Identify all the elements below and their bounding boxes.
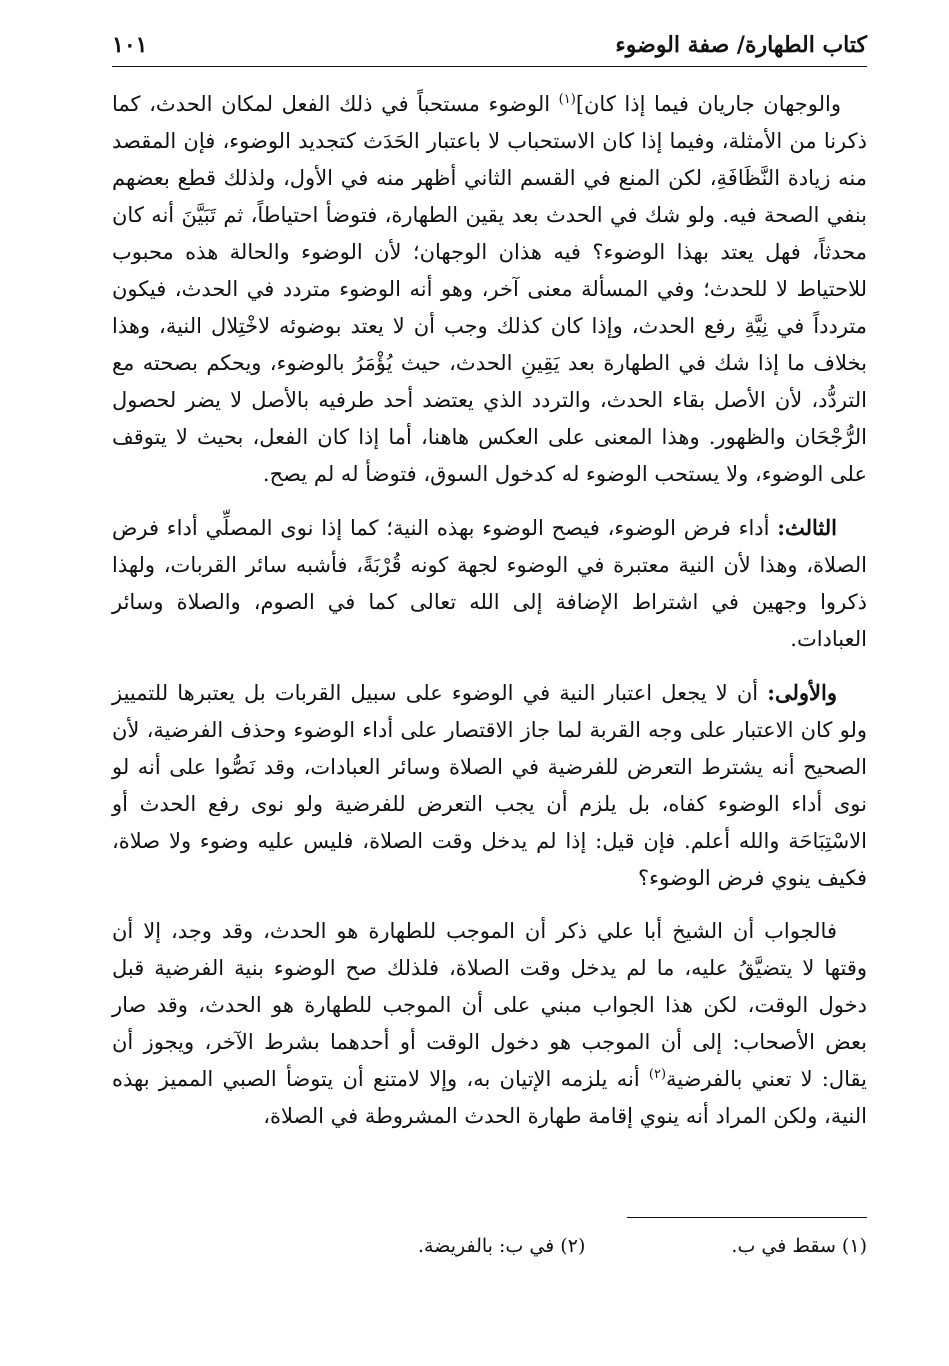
footnotes xyxy=(112,1232,867,1260)
running-header xyxy=(112,22,867,67)
paragraph-2 xyxy=(112,509,867,658)
paragraph-1-text-b: الوضوء مستحباً في ذلك الفعل لمكان الحدث، كما ذكرنا من الأمثلة، وفيما إذا كان الاستحباب لا باعتبار الحَدَث كتجديد الوضوء، فإن المقصد منه زيادة النَّظَافَةِ، لكن المنع في القسم الثاني أظهر منه في الأول، ولذلك قطع بعضهم بنفي الصحة فيه. ولو شك في الحدث بعد يقين الطهارة، فتوضأ احتياطاً، ثم تَبَيَّنَ أنه كان محدثاً، فهل يعتد بهذا الوضوء؟ فيه هذان الوجهان؛ لأن الوضوء والحالة هذه محبوب للاحتياط لا للحدث؛ وفي المسألة معنى آخر، وهو أنه الوضوء متردد في الحدث، فيكون متردداً في نِيَّةِ رفع الحدث، وإذا كان كذلك وجب أن لا يعتد بوضوئه لاخْتِلال النية، وهذا بخلاف ما إذا شك في الطهارة بعد يَقِينِ الحدث، حيث يُؤْمَرُ بالوضوء، ويحكم بصحته مع التردُّد، لأن الأصل بقاء الحدث، والتردد الذي يعتضد أحد طرفيه بالأصل لا يضر لحصول الرُّجْحَان والظهور. وهذا المعنى على العكس هاهنا، أما إذا كان الفعل، بحيث لا يتوقف على الوضوء، ولا يستحب الوضوء له كدخول السوق، فتوضأ له لم يصح. xyxy=(112,92,867,486)
paragraph-4-text-a: فالجواب أن الشيخ أبا علي ذكر أن الموجب للطهارة هو الحدث، وقد وجد، إلا أن وقتها لا يتضيَّقُ عليه، ما لم يدخل وقت الصلاة، فلذلك صح الوضوء بنية الفرضية قبل دخول الوقت، لكن هذا الجواب مبني على أن الموجب للطهارة هو الحدث، وقد صار بعض الأصحاب: إلى أن الموجب هو دخول الوقت أو أحدهما بشرط الآخر، ويجوز أن يقال: لا تعني بالفرضية xyxy=(112,919,867,1091)
header-title: كتاب الطهارة/ صفة الوضوء xyxy=(615,32,867,58)
footnote-divider xyxy=(627,1217,867,1218)
paragraph-4 xyxy=(112,913,867,1135)
paragraph-3-lead: والأولى: xyxy=(767,680,837,705)
footnote-ref-1: (١) xyxy=(558,92,576,107)
footnote-ref-2: (٢) xyxy=(648,1067,667,1082)
page-number: ١٠١ xyxy=(112,32,148,58)
paragraph-2-lead: الثالث: xyxy=(777,515,837,540)
paragraph-3 xyxy=(112,674,867,897)
paragraph-1-text-a: والوجهان جاريان فيما إذا كان] xyxy=(575,92,841,116)
footnote-2: (٢) في ب: بالفريضة. xyxy=(418,1235,586,1257)
paragraph-4-text-b: أنه يلزمه الإتيان به، وإلا لامتنع أن يتوضأ الصبي المميز بهذه النية، ولكن المراد أنه ينوي إقامة طهارة الحدث المشروطة في الصلاة، xyxy=(112,1067,867,1128)
main-text xyxy=(112,86,867,1151)
paragraph-2-text: أداء فرض الوضوء، فيصح الوضوء بهذه النية؛ كما إذا نوى المصلِّي أداء فرض الصلاة، وهذا لأن النية معتبرة في الوضوء لجهة كونه قُرْبَةً، فأشبه سائر القربات، ولهذا ذكروا وجهين في اشتراط الإضافة إلى الله تعالى كما في الصوم، والصلاة وسائر العبادات. xyxy=(112,516,867,651)
paragraph-1 xyxy=(112,86,867,493)
paragraph-3-text: أن لا يجعل اعتبار النية في الوضوء على سبيل القربات بل يعتبرها للتمييز ولو كان الاعتبار على وجه القربة لما جاز الاقتصار على أداء الوضوء وحذف الفرضية، لأن الصحيح أنه يشترط التعرض للفرضية في الصلاة وسائر العبادات، وقد نَصُّوا على أنه لو نوى أداء الوضوء كفاه، بل يلزم أن يجب التعرض للفرضية ولو نوى رفع الحدث أو الاسْتِبَاحَة والله أعلم. فإن قيل: إذا لم يدخل وقت الصلاة، فليس عليه وضوء ولا صلاة، فكيف ينوي فرض الوضوء؟ xyxy=(112,681,867,890)
footnote-1: (١) سقط في ب. xyxy=(731,1235,867,1257)
